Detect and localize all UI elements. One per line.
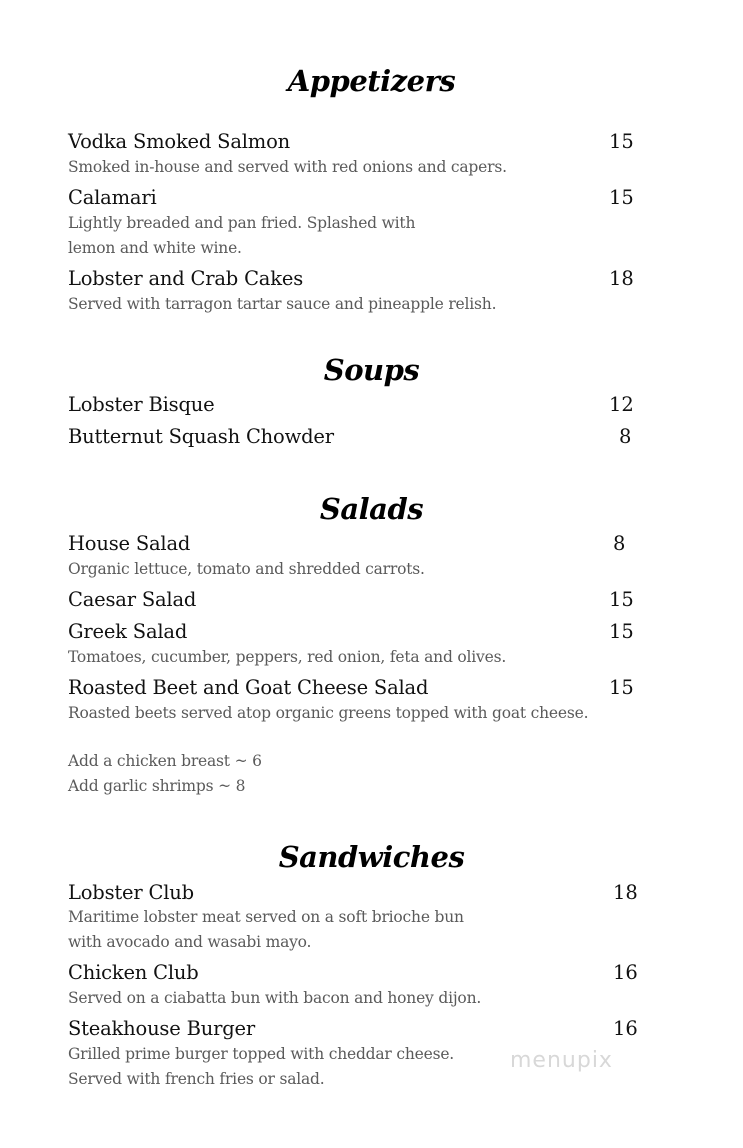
menu-item-price: 15 <box>609 130 634 153</box>
appetizers-heading: Appetizers <box>287 64 456 98</box>
menu-item-description: Maritime lobster meat served on a soft brioche bun <box>68 908 464 926</box>
menu-item-name: Caesar Salad <box>68 588 197 611</box>
menu-item-price: 16 <box>613 961 638 984</box>
menu-item-name: Lobster Bisque <box>68 393 215 416</box>
menu-item-price: 8 <box>619 425 632 448</box>
salad-addon: Add a chicken breast ~ 6 <box>68 752 262 770</box>
menu-item-name: Butternut Squash Chowder <box>68 425 334 448</box>
menu-item-description: Roasted beets served atop organic greens topped with goat cheese. <box>68 704 589 722</box>
menu-item-description: with avocado and wasabi mayo. <box>68 933 312 951</box>
menu-item-name: Steakhouse Burger <box>68 1017 255 1040</box>
menu-item-description: lemon and white wine. <box>68 239 242 257</box>
menu-item-name: Calamari <box>68 186 157 209</box>
menu-item-description: Lightly breaded and pan fried. Splashed with <box>68 214 416 232</box>
menu-item-name: Greek Salad <box>68 620 188 643</box>
menu-item-price: 18 <box>609 267 634 290</box>
menu-item-description: Tomatoes, cucumber, peppers, red onion, feta and olives. <box>68 648 507 666</box>
menupix-watermark: menupix <box>510 1048 613 1073</box>
menu-item-price: 15 <box>609 676 634 699</box>
menu-item-price: 15 <box>609 186 634 209</box>
menu-item-name: Vodka Smoked Salmon <box>68 130 290 153</box>
sandwiches-heading: Sandwiches <box>278 840 465 874</box>
menu-item-price: 18 <box>613 881 638 904</box>
menu-item-price: 16 <box>613 1017 638 1040</box>
menu-item-name: Lobster Club <box>68 881 194 904</box>
menu-item-price: 15 <box>609 620 634 643</box>
menu-item-description: Grilled prime burger topped with cheddar cheese. <box>68 1045 455 1063</box>
menu-item-price: 12 <box>609 393 634 416</box>
menu-item-price: 15 <box>609 588 634 611</box>
menu-item-description: Served with tarragon tartar sauce and pineapple relish. <box>68 295 497 313</box>
menu-item-name: Lobster and Crab Cakes <box>68 267 303 290</box>
salad-addon: Add garlic shrimps ~ 8 <box>68 777 246 795</box>
soups-heading: Soups <box>323 353 420 387</box>
menu-item-name: Roasted Beet and Goat Cheese Salad <box>68 676 429 699</box>
menu-item-name: Chicken Club <box>68 961 199 984</box>
menu-item-description: Served on a ciabatta bun with bacon and honey dijon. <box>68 989 482 1007</box>
menu-item-description: Smoked in-house and served with red onions and capers. <box>68 158 507 176</box>
salads-heading: Salads <box>319 492 424 526</box>
menu-item-description: Served with french fries or salad. <box>68 1070 325 1088</box>
menu-item-description: Organic lettuce, tomato and shredded carrots. <box>68 560 425 578</box>
menu-item-price: 8 <box>613 532 626 555</box>
menu-item-name: House Salad <box>68 532 191 555</box>
